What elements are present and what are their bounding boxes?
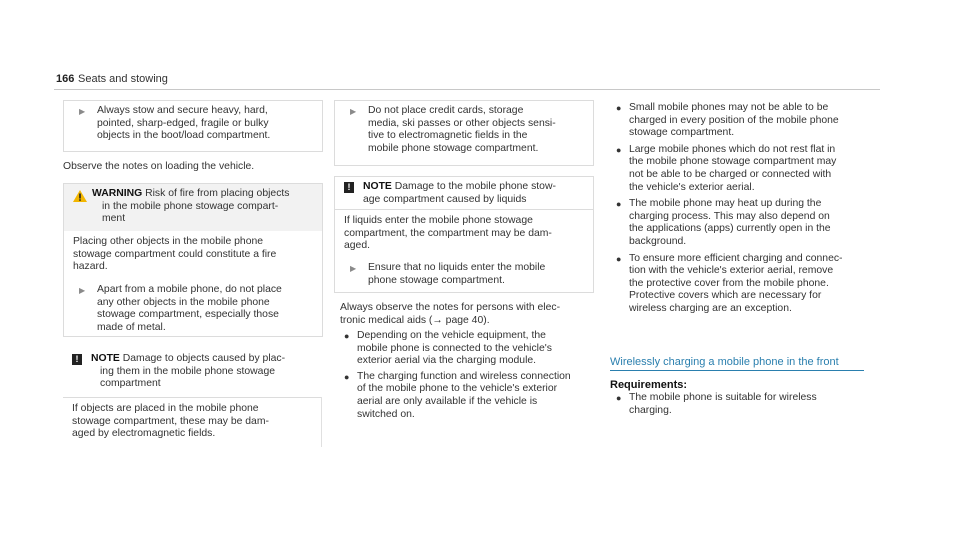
text-line: Always stow and secure heavy, hard, [97, 105, 268, 116]
text-line: The charging function and wireless connection [357, 370, 571, 382]
step-arrow-icon: ▶ [350, 107, 357, 116]
text-line: aged by electromagnetic fields. [72, 428, 216, 440]
bullet-list [340, 330, 602, 421]
bullet-icon: ● [344, 371, 350, 382]
text-line: Ensure that no liquids enter the mobile [368, 262, 546, 273]
warning-label: WARNING [92, 188, 143, 199]
text-line: mobile phone stowage compartment. [368, 142, 539, 154]
text-line: not be able to be charged or connected with [629, 168, 832, 180]
exclamation-icon: ! [344, 182, 354, 193]
text-line: stowage compartment could constitute a fire [73, 248, 277, 260]
text-line: media, ski passes or other objects sensi- [368, 117, 556, 129]
bullet-icon: ● [344, 331, 350, 341]
credit-card-instruction-box [334, 100, 594, 166]
bullet-icon: ● [616, 144, 622, 155]
text-line: made of metal. [97, 321, 166, 333]
text-line: Risk of fire from placing objects [145, 188, 290, 199]
list-item [612, 392, 882, 417]
requirements-list [612, 392, 882, 417]
text-line: the vehicle's exterior aerial. [629, 181, 755, 193]
warning-triangle-icon [73, 190, 87, 202]
text-line: Protective covers which are necessary for [629, 290, 822, 302]
text-line: exterior aerial via the charging module. [357, 355, 537, 367]
text-line: the protective cover from the mobile phone. [629, 277, 829, 289]
text-line: Do not place credit cards, storage [368, 105, 524, 116]
text-line: To ensure more efficient charging and connec- [629, 252, 843, 264]
page-number: 166 [56, 73, 75, 85]
text-line: objects in the boot/load compartment. [97, 130, 271, 142]
text-line: background. [629, 235, 687, 247]
text-line: pointed, sharp-edged, fragile or bulky [97, 117, 269, 129]
text-line: Damage to the mobile phone stow- [394, 181, 556, 192]
text-line: the mobile phone stowage compartment may [629, 156, 837, 168]
bullet-icon: ● [616, 393, 622, 403]
step-arrow-icon: ▶ [79, 107, 86, 116]
text-line: If objects are placed in the mobile phone [72, 403, 259, 414]
text-line: Placing other objects in the mobile phone [73, 236, 264, 247]
text-line: aerial are only available if the vehicle is [357, 395, 538, 407]
liquid-note-box [334, 176, 594, 293]
text-line: stowage compartment, especially those [97, 309, 279, 321]
text-line: wireless charging are an exception. [629, 302, 792, 314]
text-line: Large mobile phones which do not rest flat in [629, 143, 836, 155]
text-line: stowage compartment, these may be dam- [72, 415, 269, 427]
section-heading: Wirelessly charging a mobile phone in the front [610, 356, 839, 368]
exclamation-icon: ! [72, 354, 82, 365]
requirements-label: Requirements: [610, 379, 688, 391]
note-label: NOTE [91, 353, 120, 364]
text-line: in the mobile phone stowage compart- [102, 200, 279, 212]
text-line: hazard. [73, 261, 108, 273]
text-line: Depending on the vehicle equipment, the [357, 330, 546, 341]
list-item [612, 198, 882, 248]
list-item [612, 144, 882, 194]
text-line: ing them in the mobile phone stowage [100, 365, 276, 377]
header-rule [54, 89, 880, 90]
text-line: charging. [629, 404, 672, 416]
list-item [340, 371, 602, 421]
text-line: tive to electromagnetic fields in the [368, 130, 528, 142]
text-line: charging process. This may also depend on [629, 210, 830, 222]
heading-underline [610, 370, 864, 371]
bullet-icon: ● [616, 199, 622, 210]
text-line: compartment, the compartment may be dam- [344, 227, 552, 239]
text-line: age compartment caused by liquids [363, 193, 527, 205]
text-line: aged. [344, 240, 371, 252]
list-item [612, 253, 882, 316]
note-box [63, 350, 321, 447]
text-line: ment [102, 213, 126, 225]
text-line: The mobile phone is suitable for wireless [629, 392, 817, 403]
note-label: NOTE [363, 181, 392, 192]
text-line: switched on. [357, 408, 415, 420]
text-line: stowage compartment. [629, 127, 735, 139]
bullet-icon: ● [616, 103, 622, 113]
section-title: Seats and stowing [78, 73, 168, 85]
text-line: of the mobile phone to the vehicle's exterior [357, 383, 558, 395]
bullet-list [612, 102, 882, 316]
text-line: Always observe the notes for persons with elec- [340, 302, 561, 313]
text-line: tion with the vehicle's exterior aerial, remove [629, 265, 834, 277]
text-line: The mobile phone may heat up during the [629, 198, 822, 210]
list-item [612, 102, 882, 140]
text-line: mobile phone is connected to the vehicle's [357, 342, 552, 354]
list-item [340, 330, 602, 368]
text-line: charged in every position of the mobile phone [629, 114, 839, 126]
text-line: Damage to objects caused by plac- [122, 353, 286, 364]
text-line: Small mobile phones may not be able to be [629, 102, 829, 113]
text-line: tronic medical aids (→ page 40). [340, 314, 490, 326]
stowing-instruction-box [63, 100, 323, 152]
text-line: compartment [100, 378, 161, 390]
warning-box [63, 183, 323, 337]
step-arrow-icon: ▶ [79, 286, 86, 295]
text-line: any other objects in the mobile phone [97, 296, 270, 308]
text-line: phone stowage compartment. [368, 274, 505, 286]
bullet-icon: ● [616, 253, 622, 264]
step-arrow-icon: ▶ [350, 264, 357, 273]
text-line: Apart from a mobile phone, do not place [97, 284, 282, 295]
text-line: If liquids enter the mobile phone stowage [344, 215, 533, 226]
observe-note: Observe the notes on loading the vehicle. [63, 161, 255, 172]
text-line: the applications (apps) currently open in the [629, 223, 831, 235]
